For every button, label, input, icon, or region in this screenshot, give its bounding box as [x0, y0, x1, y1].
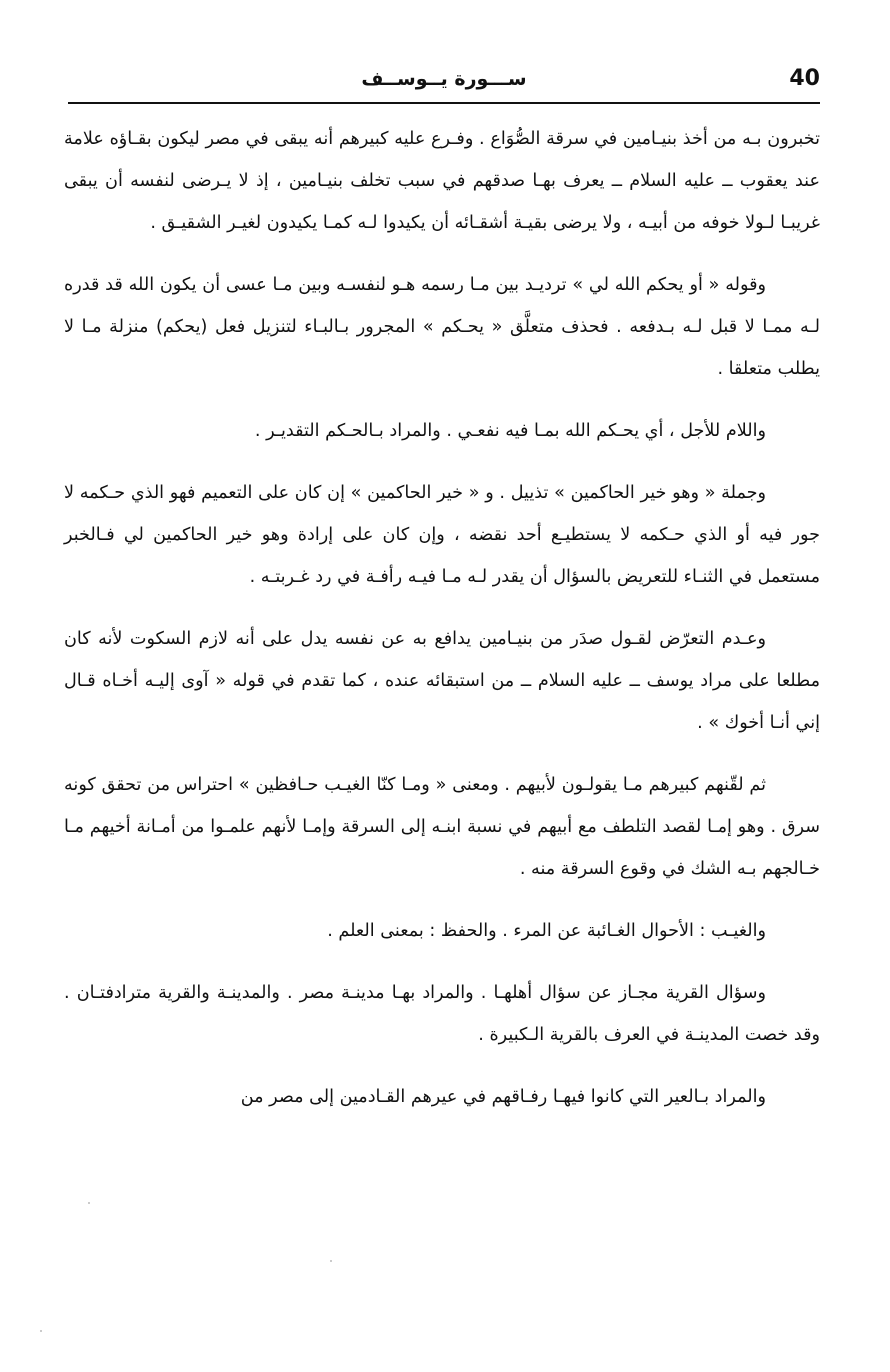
page-header — [68, 64, 820, 104]
paragraph: والغيـب : الأحوال الغـائبة عن المرء . والحفظ : بمعنى العلم . — [327, 921, 766, 941]
body-text — [64, 118, 820, 1138]
paragraph: والمراد بـالعير التي كانوا فيهـا رفـاقهم في عيرهم القـادمين إلى مصر من — [240, 1087, 766, 1107]
header-rule — [68, 102, 820, 104]
scan-speck — [40, 1330, 42, 1332]
scan-speck — [88, 1202, 90, 1204]
page-number: 40 — [789, 66, 820, 91]
paragraph: وعـدم التعرّض لقـول صدَر من بنيـامين يدافع به عن نفسه يدل على أنه لازم السكوت لأنه كان مطلعا على مراد يوسف ــ عليه السلام ــ من استبقائه عنده ، كما تقدم في قوله « آوى إليـه أخـاه قـال إني أنـا أخوك » . — [64, 629, 820, 733]
scan-speck — [330, 1260, 332, 1262]
paragraph: وسؤال القرية مجـاز عن سؤال أهلهـا . والمراد بهـا مدينـة مصر . والمدينـة والقرية مترادفتـان . وقد خصت المدينـة في العرف بالقرية الـكبيرة . — [64, 983, 820, 1045]
running-title: ســـورة يــوســف — [361, 68, 527, 90]
paragraph: وقوله « أو يحكم الله لي » ترديـد بين مـا رسمه هـو لنفسـه وبين مـا عسى أن يكون الله قد قدره لـه ممـا لا قبل لـه بـدفعه . فحذف متعلَّق « يحـكم » المجرور بـالبـاء لتنزيل فعل (يحكم) منزلة مـا لا يطلب متعلقا . — [64, 275, 820, 379]
paragraph: ثم لقّنهم كبيرهم مـا يقولـون لأبيهم . ومعنى « ومـا كنّا الغيـب حـافظين » احتراس من تحقق كونه سرق . وهو إمـا لقصد التلطف مع أبيهم في نسبة ابنـه إلى السرقة وإمـا لأنهم علمـوا من أمـانة أخيهم مـا خـالجهم بـه الشك في وقوع السرقة منه . — [64, 775, 820, 879]
paragraph: تخبرون بـه من أخذ بنيـامين في سرقة الصُّوَاع . وفـرع عليه كبيرهم أنه يبقى في مصر ليكون بقـاؤه علامة عند يعقوب ــ عليه السلام ــ يعرف بهـا صدقهم في سبب تخلف بنيـامين ، إذ لا يـرضى لنفسه أن يبقى غريبـا لـولا خوفه من أبيـه ، ولا يرضى بقيـة أشقـائه أن يكيدوا لـه كمـا يكيدون لغيـر الشقيـق . — [64, 129, 820, 233]
paragraph: وجملة « وهو خير الحاكمين » تذييل . و « خير الحاكمين » إن كان على التعميم فهو الذي حـكمه لا جور فيه أو الذي حـكمه لا يستطيـع أحد نقضه ، وإن كان على إرادة وهو خير الحاكمين لي فـالخبر مستعمل في الثنـاء للتعريض بالسؤال أن يقدر لـه مـا فيـه رأفـة في رد غـربتـه . — [64, 483, 820, 587]
paragraph: واللام للأجل ، أي يحـكم الله بمـا فيه نفعـي . والمراد بـالحـكم التقديـر . — [254, 421, 766, 441]
